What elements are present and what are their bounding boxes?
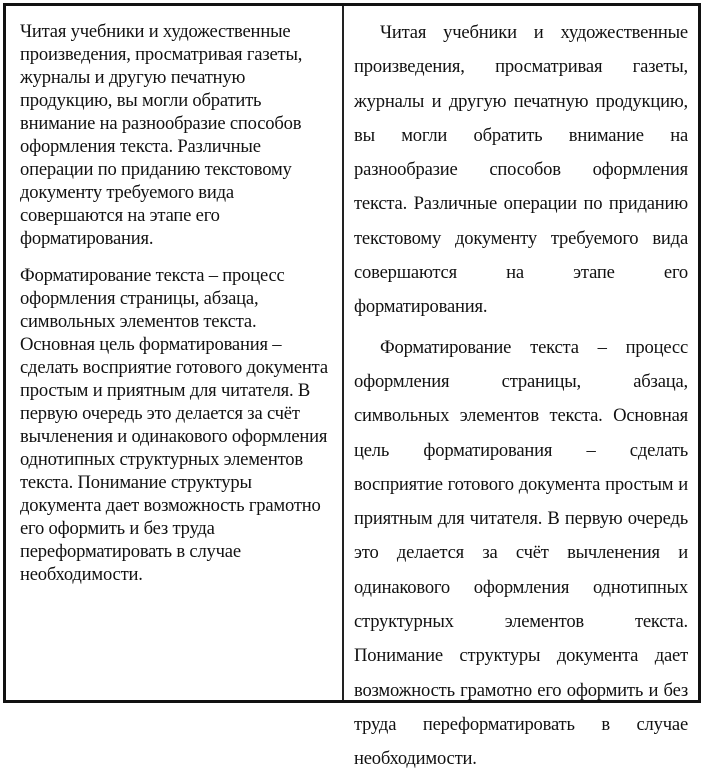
right-paragraph-2: Форматирование текста – процесс оформления страницы, абзаца, символьных элементов текста. Основная цель форматирования – сделать восприятие готового документа простым и приятным для читателя. В первую очередь это делается за счёт вычленения и одинакового оформления однотипных структурных элементов текста. Понимание структуры документа дает возможность грамотно его оформить и без труда переформатировать в случае необходимости. (354, 336, 688, 770)
left-line: простым и приятным для читателя. В (20, 380, 311, 401)
left-paragraph-2 (20, 264, 340, 586)
left-line: переформатировать в случае (20, 541, 241, 562)
right-paragraph-1: Читая учебники и художественные произведения, просматривая газеты, журналы и другую печатную продукцию, вы могли обратить внимание на разнообразие способов оформления текста. Различные операции по приданию текстовому документу требуемого вида совершаются на этапе его форматирования. (354, 22, 688, 318)
left-line: внимание на разнообразие способов (20, 113, 302, 134)
left-line: Форматирование текста – процесс (20, 265, 285, 286)
left-line: символьных элементов текста. (20, 311, 257, 332)
left-line: документа дает возможность грамотно (20, 495, 321, 516)
comparison-table (3, 3, 701, 770)
left-line: Основная цель форматирования – (20, 334, 282, 355)
left-line: оформления текста. Различные (20, 136, 261, 157)
left-line: форматирования. (20, 228, 154, 249)
left-line: документу требуемого вида (20, 182, 234, 203)
left-paragraph-1 (20, 20, 340, 250)
left-line: текста. Понимание структуры (20, 472, 252, 493)
left-line: совершаются на этапе его (20, 205, 220, 226)
left-line: необходимости. (20, 564, 143, 585)
column-divider (342, 6, 344, 700)
left-line: первую очередь это делается за счёт (20, 403, 300, 424)
left-line: произведения, просматривая газеты, (20, 44, 303, 65)
left-column-unformatted (20, 20, 340, 586)
left-line: сделать восприятие готового документа (20, 357, 328, 378)
left-line: Читая учебники и художественные (20, 21, 291, 42)
left-line: журналы и другую печатную (20, 67, 246, 88)
left-line: вычленения и одинакового оформления (20, 426, 328, 447)
left-line: его оформить и без труда (20, 518, 215, 539)
left-line: продукцию, вы могли обратить (20, 90, 262, 111)
right-column-formatted (354, 16, 688, 777)
left-line: однотипных структурных элементов (20, 449, 303, 470)
left-line: оформления страницы, абзаца, (20, 288, 259, 309)
left-line: операции по приданию текстовому (20, 159, 292, 180)
